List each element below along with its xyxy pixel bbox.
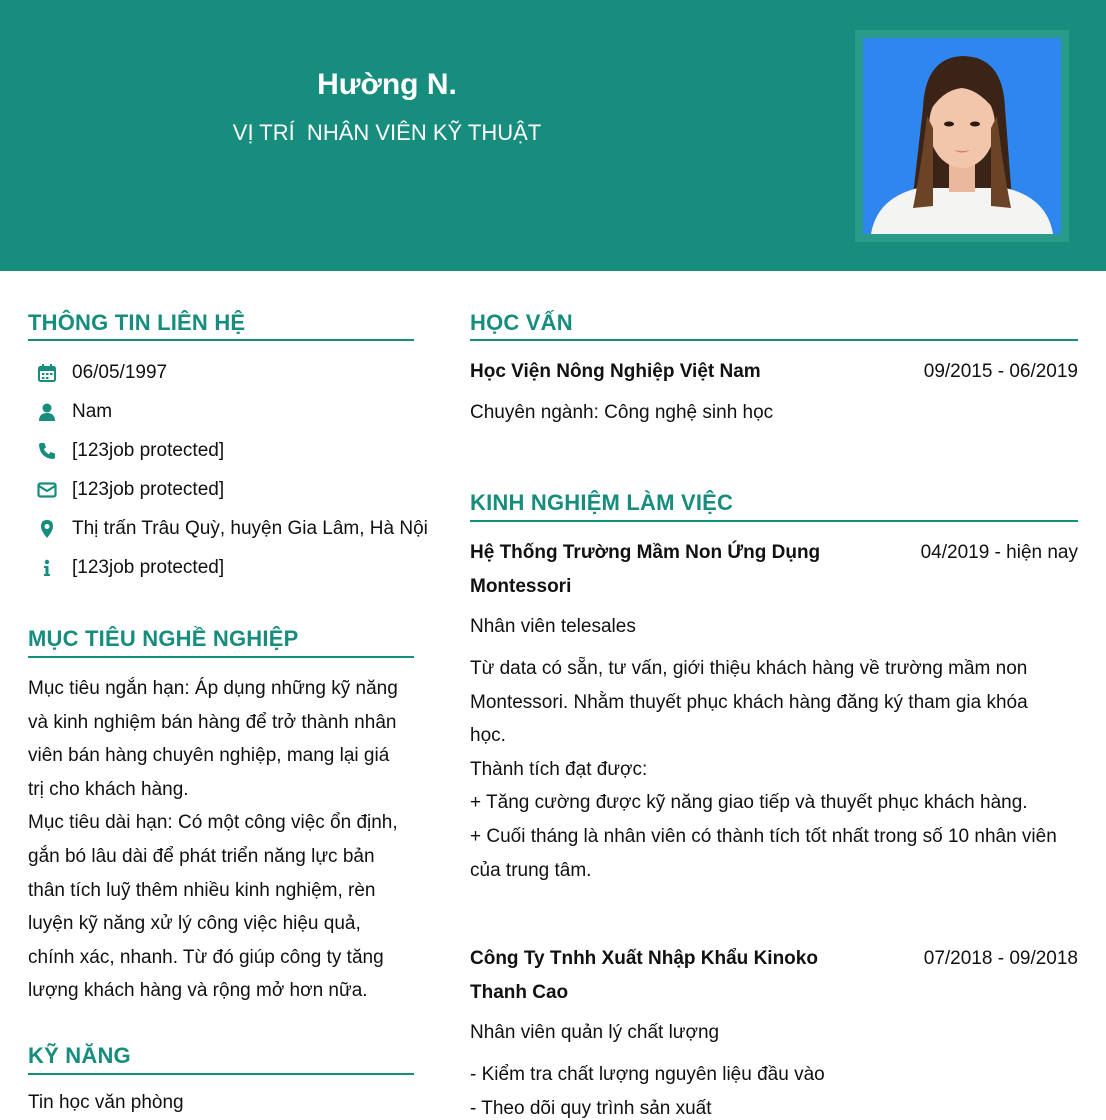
education-section-divider: [470, 339, 1078, 341]
phone-text: [123job protected]: [72, 440, 225, 461]
job-1-company: Hệ Thống Trường Mầm Non Ứng Dụng Montessori: [470, 542, 821, 597]
header-banner: [0, 0, 1106, 271]
skills-section-title: KỸ NĂNG: [28, 1043, 131, 1068]
job-1-period: 04/2019 - hiện nay: [920, 542, 1078, 563]
job-2-description: - Kiểm tra chất lượng nguyên liệu đầu vào - Theo dõi quy trình sản xuất: [470, 1064, 825, 1119]
experience-section-divider: [470, 520, 1078, 522]
phone-icon: [36, 440, 58, 462]
contact-section-divider: [28, 339, 414, 341]
contact-item-other: [36, 555, 224, 581]
user-icon: [36, 401, 58, 423]
map-pin-icon: [36, 518, 58, 540]
info-icon: [36, 557, 58, 579]
job-2-company: Công Ty Tnhh Xuất Nhập Khẩu Kinoko Thanh Cao: [470, 948, 818, 1003]
objective-text: Mục tiêu ngắn hạn: Áp dụng những kỹ năng và kinh nghiệm bán hàng để trở thành nhân viên bán hàng chuyên nghiệp, mang lại giá trị cho khách hàng. Mục tiêu dài hạn: Có một công việc ổn định, gắn bó lâu dài để phát triển năng lực bản thân tích luỹ thêm nhiều kinh nghiệm, rèn luyện kỹ năng xử lý công việc hiệu quả, chính xác, nhanh. Từ đó giúp công ty tăng lượng khách hàng và rộng mở hơn nữa.: [28, 678, 398, 1002]
contact-section-title: THÔNG TIN LIÊN HỆ: [28, 310, 246, 335]
education-period: 09/2015 - 06/2019: [923, 361, 1078, 382]
job-2-period: 07/2018 - 09/2018: [923, 948, 1078, 969]
contact-item-address: [36, 516, 428, 542]
education-school: Học Viện Nông Nghiệp Việt Nam: [470, 361, 761, 382]
education-section-title: HỌC VẤN: [470, 310, 573, 335]
contact-item-email: [36, 477, 224, 503]
email-text: [123job protected]: [72, 479, 225, 500]
job-1-description: Từ data có sẵn, tư vấn, giới thiệu khách hàng về trường mầm non Montessori. Nhằm thuyết phục khách hàng đăng ký tham gia khóa học. Thành tích đạt được: + Tăng cường được kỹ năng giao tiếp và thuyết phục khách hàng. + Cuối tháng là nhân viên có thành tích tốt nhất trong số 10 nhân viên của trung tâm.: [470, 658, 1057, 881]
birthdate-text: 06/05/1997: [72, 362, 168, 383]
skills-section-divider: [28, 1073, 414, 1075]
profile-photo-frame: [855, 30, 1069, 242]
portrait-illustration: [863, 38, 1061, 234]
envelope-icon: [36, 479, 58, 501]
job-1-role: Nhân viên telesales: [470, 616, 636, 637]
experience-section-title: KINH NGHIỆM LÀM VIỆC: [470, 490, 734, 515]
contact-item-phone: [36, 438, 224, 464]
skill-item: Tin học văn phòng: [28, 1092, 184, 1113]
candidate-position: VỊ TRÍ NHÂN VIÊN KỸ THUẬT: [232, 120, 542, 145]
address-text: Thị trấn Trâu Quỳ, huyện Gia Lâm, Hà Nội: [72, 518, 428, 539]
candidate-name: Hường N.: [317, 68, 457, 101]
calendar-icon: [36, 362, 58, 384]
other-contact-text: [123job protected]: [72, 557, 225, 578]
education-major: Chuyên ngành: Công nghệ sinh học: [470, 402, 774, 423]
profile-photo: [863, 38, 1061, 234]
objective-section-divider: [28, 656, 414, 658]
contact-item-birthdate: [36, 360, 167, 386]
contact-item-gender: [36, 399, 112, 425]
job-2-role: Nhân viên quản lý chất lượng: [470, 1022, 720, 1043]
gender-text: Nam: [72, 401, 113, 422]
objective-section-title: MỤC TIÊU NGHỀ NGHIỆP: [28, 626, 299, 651]
